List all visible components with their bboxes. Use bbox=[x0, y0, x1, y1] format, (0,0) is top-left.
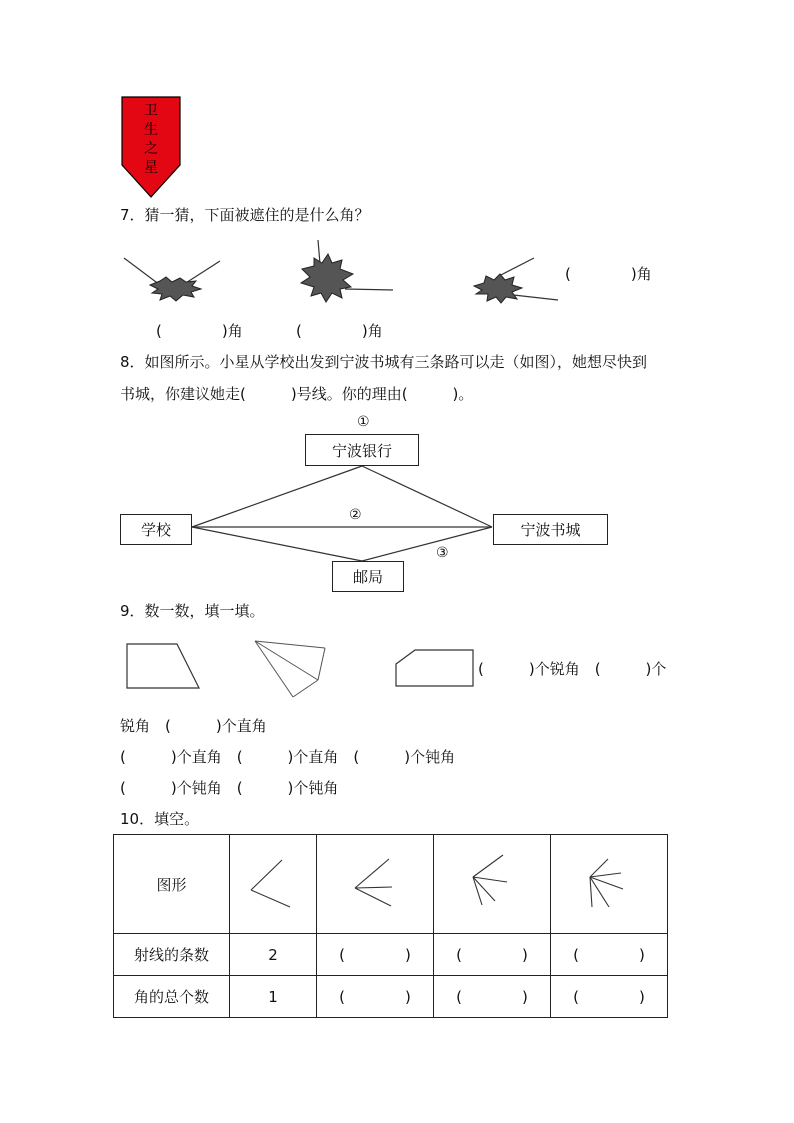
q7-figures bbox=[0, 230, 794, 350]
angles-cell-2[interactable]: ( ) bbox=[317, 976, 434, 1018]
angle-2-rays-figure bbox=[230, 835, 316, 929]
q8-line-2: 书城，你建议她走( )号线。你的理由( )。 bbox=[120, 385, 474, 403]
table-row-rays bbox=[114, 934, 668, 976]
q8-line-1: 8．如图所示。小星从学校出发到宁波书城有三条路可以走（如图），她想尽快到 bbox=[120, 353, 648, 371]
figure-4-rays bbox=[434, 835, 551, 934]
hidden-angle-figure-2 bbox=[301, 240, 393, 302]
route-1-label: ① bbox=[357, 414, 370, 430]
q9-shapes bbox=[0, 635, 794, 715]
bank-box: 宁波银行 bbox=[305, 434, 419, 466]
post-office-box: 邮局 bbox=[332, 561, 404, 592]
q9-line-2[interactable]: 锐角 ( )个直角 bbox=[120, 717, 267, 735]
row-header-angles: 角的总个数 bbox=[114, 976, 230, 1018]
school-box: 学校 bbox=[120, 514, 192, 545]
trapezoid-shape bbox=[127, 644, 199, 688]
table-row-angles bbox=[114, 976, 668, 1018]
angle-3-rays-figure bbox=[317, 835, 433, 929]
row-header-rays: 射线的条数 bbox=[114, 934, 230, 976]
angle-4-rays-figure bbox=[434, 835, 550, 929]
hidden-angle-figure-1 bbox=[124, 258, 220, 301]
q10-table bbox=[113, 834, 668, 1018]
splat-cover-2 bbox=[301, 254, 353, 302]
q7-blank-2[interactable]: ( )角 bbox=[296, 322, 383, 340]
q9-line-1[interactable]: ( )个锐角 ( )个 bbox=[478, 660, 667, 678]
q7-blank-3[interactable]: ( )角 bbox=[565, 265, 652, 283]
angle-5-rays-figure bbox=[551, 835, 667, 929]
route-3-label: ③ bbox=[436, 545, 449, 561]
rays-cell-2[interactable]: ( ) bbox=[317, 934, 434, 976]
fan-angle-shape bbox=[255, 641, 325, 697]
star-badge bbox=[0, 0, 794, 200]
table-row-figures bbox=[114, 835, 668, 934]
splat-cover-1 bbox=[150, 277, 201, 301]
angles-cell-3[interactable]: ( ) bbox=[434, 976, 551, 1018]
q9-line-3[interactable]: ( )个直角 ( )个直角 ( )个钝角 bbox=[120, 748, 456, 766]
rays-cell-1: 2 bbox=[230, 934, 317, 976]
pentagon-shape bbox=[396, 650, 473, 686]
q7-blank-1[interactable]: ( )角 bbox=[156, 322, 243, 340]
rays-cell-3[interactable]: ( ) bbox=[434, 934, 551, 976]
q10-question: 10．填空。 bbox=[120, 810, 200, 828]
q7-question: 7．猜一猜，下面被遮住的是什么角？ bbox=[120, 206, 370, 224]
q9-question: 9．数一数，填一填。 bbox=[120, 602, 265, 620]
hidden-angle-figure-3 bbox=[474, 258, 558, 303]
badge-text: 卫生之星 bbox=[144, 103, 158, 176]
route-2-label: ② bbox=[349, 507, 362, 523]
bookstore-box: 宁波书城 bbox=[493, 514, 608, 545]
figure-2-rays bbox=[230, 835, 317, 934]
rays-cell-4[interactable]: ( ) bbox=[551, 934, 668, 976]
angles-cell-4[interactable]: ( ) bbox=[551, 976, 668, 1018]
row-header-figure: 图形 bbox=[114, 835, 230, 934]
angles-cell-1: 1 bbox=[230, 976, 317, 1018]
splat-cover-3 bbox=[474, 274, 522, 303]
q9-line-4[interactable]: ( )个钝角 ( )个钝角 bbox=[120, 779, 339, 797]
figure-5-rays bbox=[551, 835, 668, 934]
figure-3-rays bbox=[317, 835, 434, 934]
